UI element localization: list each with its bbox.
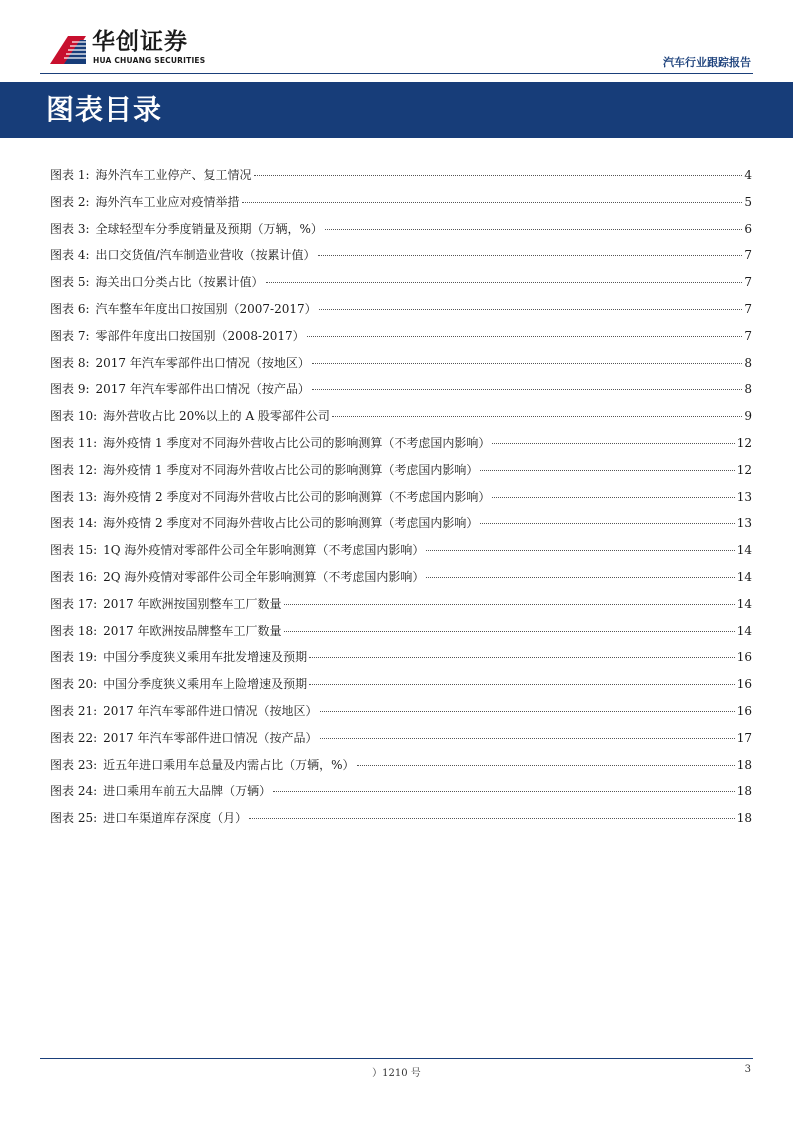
- toc-leader: [426, 577, 734, 578]
- toc-leader: [254, 175, 743, 176]
- toc-entry[interactable]: [50, 809, 752, 836]
- toc-entry[interactable]: [50, 488, 752, 515]
- toc-page-number: 18: [736, 811, 752, 826]
- toc-page-number: 18: [736, 784, 752, 799]
- toc-page-number: 7: [744, 301, 752, 316]
- toc-title: 海外疫情 1 季度对不同海外营收占比公司的影响测算（不考虑国内影响）: [103, 435, 491, 450]
- toc-leader: [492, 497, 734, 498]
- section-banner: [0, 82, 793, 138]
- toc-entry[interactable]: [50, 380, 752, 407]
- toc-leader: [318, 255, 743, 256]
- toc-label: 图表 13:: [50, 489, 98, 504]
- footer-note: ）1210 号: [372, 1068, 421, 1079]
- toc-leader: [357, 765, 735, 766]
- toc-title: 2017 年汽车零部件进口情况（按地区）: [103, 703, 318, 718]
- toc-page-number: 14: [736, 543, 752, 558]
- toc-title: 海外疫情 2 季度对不同海外营收占比公司的影响测算（考虑国内影响）: [103, 516, 479, 531]
- toc-page-number: 7: [744, 275, 752, 290]
- toc-leader: [480, 523, 734, 524]
- toc-page-number: 9: [744, 409, 752, 424]
- toc-entry[interactable]: [50, 166, 752, 193]
- toc-entry[interactable]: [50, 782, 752, 809]
- toc-page-number: 16: [736, 677, 752, 692]
- toc-title: 2017 年汽车零部件出口情况（按地区）: [95, 355, 310, 370]
- toc-entry[interactable]: [50, 568, 752, 595]
- toc-entry[interactable]: [50, 354, 752, 381]
- toc-label: 图表 14:: [50, 516, 98, 531]
- toc-page-number: 7: [744, 328, 752, 343]
- toc-page-number: 13: [736, 489, 752, 504]
- toc-leader: [249, 818, 735, 819]
- toc-leader: [242, 202, 743, 203]
- toc-entry[interactable]: [50, 407, 752, 434]
- toc-page-number: 13: [736, 516, 752, 531]
- toc-title: 海外汽车工业停产、复工情况: [95, 168, 252, 182]
- page-header: [0, 0, 793, 80]
- toc-label: 图表 11:: [50, 435, 98, 450]
- footer-divider: [40, 1058, 753, 1059]
- toc-label: 图表 1:: [50, 168, 90, 182]
- toc-leader: [319, 309, 743, 310]
- toc-label: 图表 5:: [50, 275, 90, 290]
- toc-leader: [320, 711, 735, 712]
- toc-page-number: 6: [744, 221, 752, 236]
- toc-entry[interactable]: [50, 702, 752, 729]
- toc-label: 图表 16:: [50, 569, 98, 584]
- page-number: 3: [744, 1064, 751, 1075]
- toc-page-number: 14: [736, 623, 752, 638]
- toc-page-number: 17: [736, 730, 752, 745]
- toc-title: 汽车整车年度出口按国别（2007-2017）: [95, 301, 317, 316]
- toc-leader: [284, 604, 735, 605]
- toc-entry[interactable]: [50, 434, 752, 461]
- toc-entry[interactable]: [50, 220, 752, 247]
- toc-page-number: 14: [736, 569, 752, 584]
- toc-label: 图表 20:: [50, 677, 98, 692]
- toc-title: 进口乘用车前五大品牌（万辆）: [103, 784, 272, 799]
- toc-label: 图表 22:: [50, 730, 98, 745]
- toc-label: 图表 2:: [50, 194, 90, 209]
- toc-label: 图表 18:: [50, 623, 98, 638]
- toc-label: 图表 21:: [50, 703, 98, 718]
- toc-title: 1Q 海外疫情对零部件公司全年影响测算（不考虑国内影响）: [103, 543, 425, 558]
- toc-title: 2017 年汽车零部件出口情况（按产品）: [95, 382, 310, 397]
- toc-label: 图表 24:: [50, 784, 98, 799]
- toc-entry[interactable]: [50, 327, 752, 354]
- toc-label: 图表 10:: [50, 409, 98, 424]
- toc-leader: [309, 657, 735, 658]
- toc-title: 零部件年度出口按国别（2008-2017）: [95, 328, 305, 343]
- toc-label: 图表 25:: [50, 811, 98, 826]
- toc-title: 近五年进口乘用车总量及内需占比（万辆，%）: [103, 757, 355, 772]
- logo-chinese-name: 华创证券: [92, 29, 188, 55]
- toc-label: 图表 23:: [50, 757, 98, 772]
- toc-leader: [320, 738, 735, 739]
- toc-title: 2017 年欧洲按国别整车工厂数量: [103, 596, 282, 611]
- toc-label: 图表 7:: [50, 328, 90, 343]
- toc-entry[interactable]: [50, 541, 752, 568]
- section-title: 图表目录: [46, 93, 163, 126]
- toc-title: 2017 年汽车零部件进口情况（按产品）: [103, 730, 318, 745]
- toc-entry[interactable]: [50, 514, 752, 541]
- toc-page-number: 12: [736, 435, 752, 450]
- toc-page-number: 5: [744, 194, 752, 209]
- toc-label: 图表 3:: [50, 221, 90, 236]
- toc-title: 全球轻型车分季度销量及预期（万辆，%）: [95, 221, 323, 236]
- figure-list: [50, 166, 752, 836]
- toc-label: 图表 19:: [50, 650, 98, 665]
- toc-title: 2Q 海外疫情对零部件公司全年影响测算（不考虑国内影响）: [103, 569, 425, 584]
- toc-entry[interactable]: [50, 675, 752, 702]
- report-type: 汽车行业跟踪报告: [663, 56, 751, 69]
- toc-entry[interactable]: [50, 729, 752, 756]
- toc-leader: [309, 684, 735, 685]
- toc-label: 图表 12:: [50, 462, 98, 477]
- toc-entry[interactable]: [50, 648, 752, 675]
- toc-entry[interactable]: [50, 756, 752, 783]
- toc-page-number: 18: [736, 757, 752, 772]
- toc-entry[interactable]: [50, 461, 752, 488]
- toc-leader: [480, 470, 734, 471]
- toc-title: 2017 年欧洲按品牌整车工厂数量: [103, 623, 282, 638]
- toc-label: 图表 15:: [50, 543, 98, 558]
- toc-leader: [307, 336, 743, 337]
- toc-label: 图表 17:: [50, 596, 98, 611]
- toc-entry[interactable]: [50, 273, 752, 300]
- toc-page-number: 12: [736, 462, 752, 477]
- header-divider: [40, 73, 753, 74]
- toc-page-number: 7: [744, 248, 752, 263]
- toc-leader: [332, 416, 742, 417]
- toc-leader: [325, 229, 742, 230]
- toc-title: 海外疫情 1 季度对不同海外营收占比公司的影响测算（考虑国内影响）: [103, 462, 479, 477]
- toc-leader: [273, 791, 735, 792]
- toc-leader: [312, 363, 743, 364]
- toc-title: 海外汽车工业应对疫情举措: [95, 194, 240, 209]
- toc-title: 中国分季度狭义乘用车批发增速及预期: [103, 650, 308, 665]
- toc-title: 海外营收占比 20%以上的 A 股零部件公司: [103, 409, 330, 424]
- toc-label: 图表 9:: [50, 382, 90, 397]
- toc-leader: [492, 443, 734, 444]
- toc-page-number: 14: [736, 596, 752, 611]
- toc-entry[interactable]: [50, 246, 752, 273]
- toc-title: 海关出口分类占比（按累计值）: [95, 275, 264, 290]
- toc-title: 中国分季度狭义乘用车上险增速及预期: [103, 677, 308, 692]
- toc-page-number: 4: [744, 168, 752, 182]
- toc-label: 图表 4:: [50, 248, 90, 263]
- toc-title: 海外疫情 2 季度对不同海外营收占比公司的影响测算（不考虑国内影响）: [103, 489, 491, 504]
- toc-page-number: 16: [736, 703, 752, 718]
- toc-entry[interactable]: [50, 300, 752, 327]
- toc-entry[interactable]: [50, 622, 752, 649]
- toc-leader: [426, 550, 734, 551]
- toc-leader: [284, 631, 735, 632]
- toc-entry[interactable]: [50, 193, 752, 220]
- toc-leader: [266, 282, 743, 283]
- toc-entry[interactable]: [50, 595, 752, 622]
- toc-title: 出口交货值/汽车制造业营收（按累计值）: [95, 248, 316, 263]
- toc-page-number: 8: [744, 382, 752, 397]
- toc-title: 进口车渠道库存深度（月）: [103, 811, 248, 826]
- toc-leader: [312, 389, 743, 390]
- toc-page-number: 16: [736, 650, 752, 665]
- huachuang-logo-icon: [50, 28, 86, 64]
- toc-label: 图表 8:: [50, 355, 90, 370]
- toc-page-number: 8: [744, 355, 752, 370]
- toc-label: 图表 6:: [50, 301, 90, 316]
- logo-english-name: HUA CHUANG SECURITIES: [93, 56, 206, 65]
